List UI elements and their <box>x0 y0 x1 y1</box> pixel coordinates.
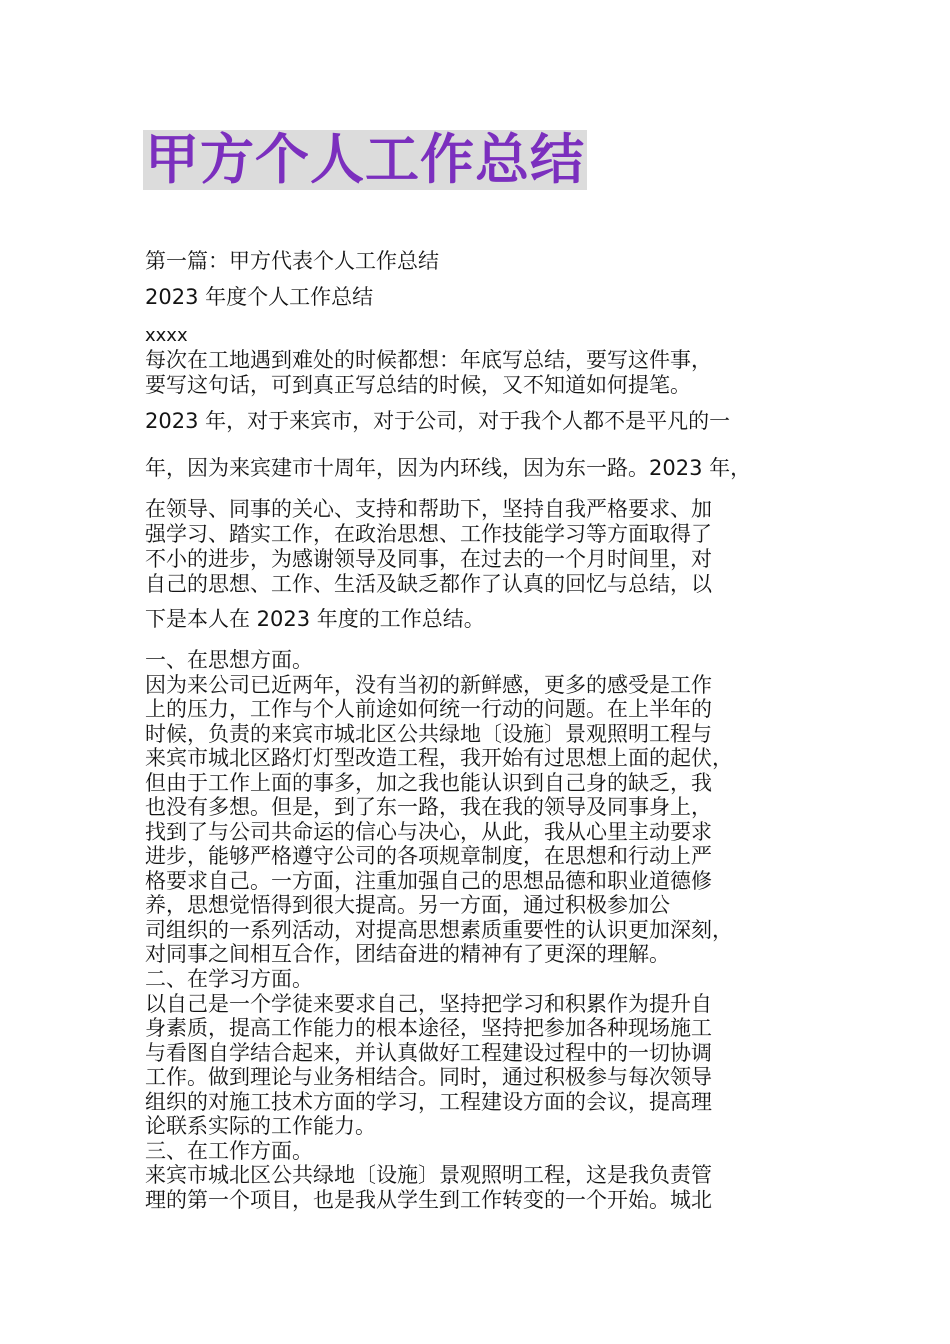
paragraph-line: 下是本人在 2023 年度的工作总结。 <box>145 607 485 631</box>
paragraph-line: 以自己是一个学徒来要求自己，坚持把学习和积累作为提升自 <box>145 992 712 1016</box>
paragraph-line: 不小的进步，为感谢领导及同事，在过去的一个月时间里，对 <box>145 547 712 571</box>
section-heading-work: 三、在工作方面。 <box>145 1139 313 1163</box>
paragraph-line: 上的压力，工作与个人前途如何统一行动的问题。在上半年的 <box>145 697 712 721</box>
section-heading-study: 二、在学习方面。 <box>145 967 313 991</box>
paragraph-line: 强学习、踏实工作，在政治思想、工作技能学习等方面取得了 <box>145 522 712 546</box>
paragraph-line: 要写这句话，可到真正写总结的时候，又不知道如何提笔。 <box>145 373 691 397</box>
paragraph-line: 身素质，提高工作能力的根本途径，坚持把参加各种现场施工 <box>145 1016 712 1040</box>
paragraph-line: 对同事之间相互合作，团结奋进的精神有了更深的理解。 <box>145 942 670 966</box>
title-highlight <box>143 130 587 190</box>
section-heading-thought: 一、在思想方面。 <box>145 648 313 672</box>
paragraph-line: 养，思想觉悟得到很大提高。另一方面，通过积极参加公 <box>145 893 670 917</box>
subheading-year-summary: 2023 年度个人工作总结 <box>145 285 374 309</box>
paragraph-line: 理的第一个项目，也是我从学生到工作转变的一个开始。城北 <box>145 1188 712 1212</box>
paragraph-line: 论联系实际的工作能力。 <box>145 1114 376 1138</box>
paragraph-line: 来宾市城北区路灯灯型改造工程，我开始有过思想上面的起伏， <box>145 746 733 770</box>
paragraph-line: 年，因为来宾建市十周年，因为内环线，因为东一路。2023 年， <box>145 456 752 480</box>
paragraph-line: 自己的思想、工作、生活及缺乏都作了认真的回忆与总结，以 <box>145 572 712 596</box>
author-name: xxxx <box>145 325 188 346</box>
paragraph-line: 也没有多想。但是，到了东一路，我在我的领导及同事身上， <box>145 795 712 819</box>
paragraph-line: 找到了与公司共命运的信心与决心，从此，我从心里主动要求 <box>145 820 712 844</box>
paragraph-line: 2023 年，对于来宾市，对于公司，对于我个人都不是平凡的一 <box>145 409 731 433</box>
paragraph-line: 每次在工地遇到难处的时候都想：年底写总结，要写这件事， <box>145 348 712 372</box>
paragraph-line: 格要求自己。一方面，注重加强自己的思想品德和职业道德修 <box>145 869 712 893</box>
paragraph-line: 与看图自学结合起来，并认真做好工程建设过程中的一切协调 <box>145 1041 712 1065</box>
paragraph-line: 进步，能够严格遵守公司的各项规章制度，在思想和行动上严 <box>145 844 712 868</box>
heading-first-article: 第一篇：甲方代表个人工作总结 <box>145 249 439 273</box>
paragraph-line: 在领导、同事的关心、支持和帮助下，坚持自我严格要求、加 <box>145 497 712 521</box>
paragraph-line: 时候，负责的来宾市城北区公共绿地〔设施〕景观照明工程与 <box>145 722 712 746</box>
paragraph-line: 工作。做到理论与业务相结合。同时，通过积极参与每次领导 <box>145 1065 712 1089</box>
paragraph-line: 因为来公司已近两年，没有当初的新鲜感，更多的感受是工作 <box>145 673 712 697</box>
document-title: 甲方个人工作总结 <box>145 128 585 191</box>
paragraph-line: 但由于工作上面的事多，加之我也能认识到自己身的缺乏，我 <box>145 771 712 795</box>
paragraph-line: 来宾市城北区公共绿地〔设施〕景观照明工程，这是我负责管 <box>145 1163 712 1187</box>
paragraph-line: 组织的对施工技术方面的学习，工程建设方面的会议，提高理 <box>145 1090 712 1114</box>
paragraph-line: 司组织的一系列活动，对提高思想素质重要性的认识更加深刻， <box>145 918 733 942</box>
